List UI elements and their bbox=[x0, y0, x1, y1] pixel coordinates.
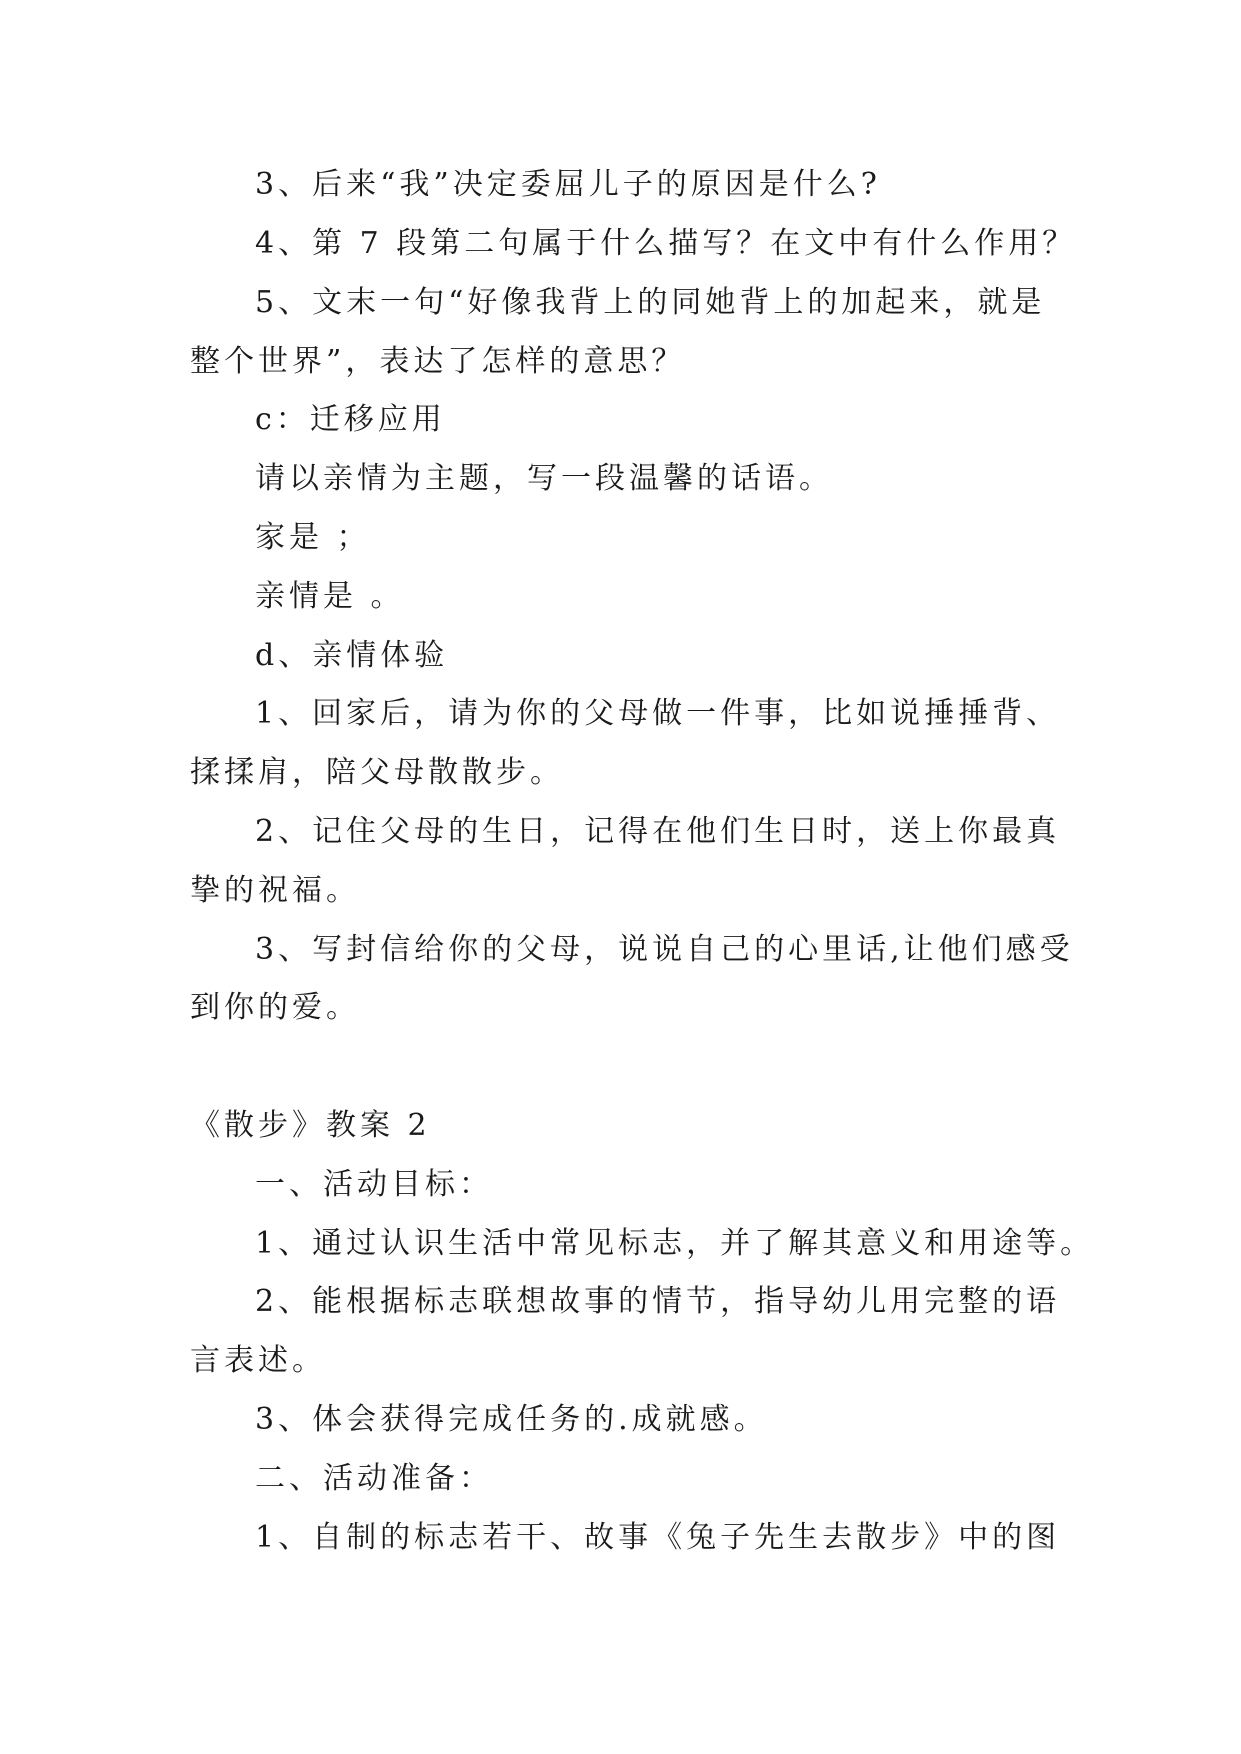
fill-in-home: 家是 ； bbox=[255, 520, 371, 555]
prep-1: 1、自制的标志若干、故事《兔子先生去散步》中的图 bbox=[255, 1520, 1061, 1555]
goal-2-line-2: 言表述。 bbox=[190, 1343, 326, 1378]
activity-goals-heading: 一、活动目标： bbox=[255, 1167, 493, 1202]
question-3: 3、后来“我”决定委屈儿子的原因是什么? bbox=[255, 167, 881, 202]
task-3-line-2: 到你的爱。 bbox=[190, 990, 360, 1025]
goal-1: 1、通过认识生活中常见标志，并了解其意义和用途等。 bbox=[255, 1226, 1095, 1261]
question-5-line-2: 整个世界”，表达了怎样的意思？ bbox=[190, 344, 686, 379]
goal-2-line-1: 2、能根据标志联想故事的情节，指导幼儿用完整的语 bbox=[255, 1284, 1061, 1319]
question-4: 4、第 7 段第二句属于什么描写？在文中有什么作用？ bbox=[255, 226, 1077, 261]
section-c-prompt: 请以亲情为主题，写一段温馨的话语。 bbox=[255, 461, 833, 496]
task-2-line-2: 挚的祝福。 bbox=[190, 873, 360, 908]
section-c-heading: c：迁移应用 bbox=[255, 402, 446, 437]
fill-in-affection: 亲情是 。 bbox=[255, 579, 405, 614]
task-2-line-1: 2、记住父母的生日，记得在他们生日时，送上你最真 bbox=[255, 814, 1061, 849]
section-d-heading: d、亲情体验 bbox=[255, 638, 449, 673]
task-3-line-1: 3、写封信给你的父母，说说自己的心里话,让他们感受 bbox=[255, 932, 1074, 967]
goal-3: 3、体会获得完成任务的.成就感。 bbox=[255, 1402, 768, 1437]
question-5-line-1: 5、文末一句“好像我背上的同她背上的加起来，就是 bbox=[255, 285, 1046, 320]
lesson-plan-2-title: 《散步》教案 2 bbox=[190, 1108, 431, 1143]
task-1-line-2: 揉揉肩，陪父母散散步。 bbox=[190, 755, 564, 790]
activity-prep-heading: 二、活动准备： bbox=[255, 1461, 493, 1496]
task-1-line-1: 1、回家后，请为你的父母做一件事，比如说捶捶背、 bbox=[255, 696, 1061, 731]
